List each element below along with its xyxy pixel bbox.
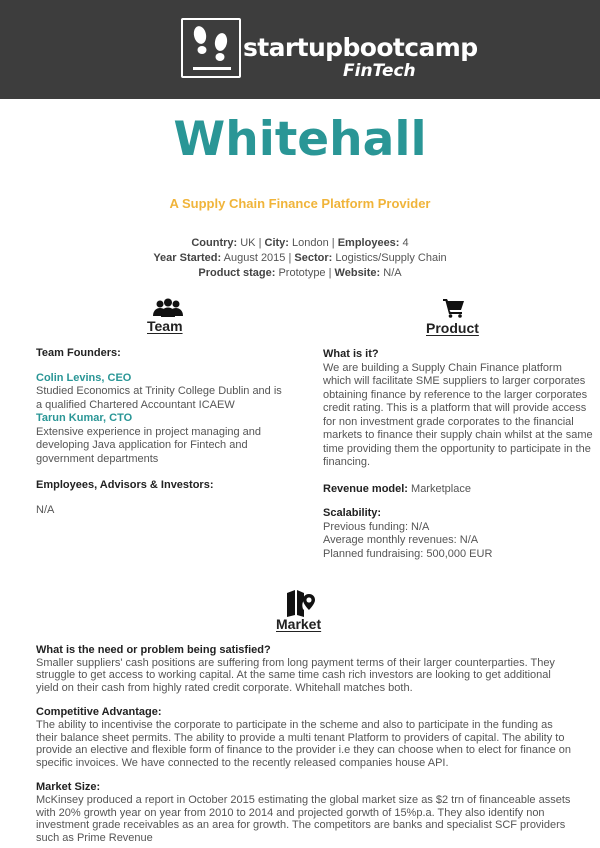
brand-name: startupbootcamp xyxy=(243,33,478,62)
sector-value: Logistics/Supply Chain xyxy=(335,252,447,264)
market-title: Market xyxy=(276,616,322,632)
meta-line-2 xyxy=(0,251,600,266)
planned-fundraising: Planned fundraising: 500,000 EUR xyxy=(323,547,493,560)
year-value: August 2015 xyxy=(223,252,286,264)
city-value: London xyxy=(292,237,329,249)
previous-funding: Previous funding: N/A xyxy=(323,520,430,533)
company-meta xyxy=(0,236,600,281)
need-text: Smaller suppliers' cash positions are suffering from long payment terms of their larger counterparties. They struggle to get access to working capital. At the same time cash rich investors are looking to get additional yield on their cash from highly rated credit corporate. Whitehall matches both. xyxy=(36,656,555,694)
what-text: We are building a Supply Chain Finance platform which will facilitate SME suppliers to larger corporates obtaining finance by reference to the larger corporates credit rating. This is a platform that will provide access for non investment grade corporates to the financial markets to finance their supply chain whilst at the same time providing them the opportunity to participate in the financing. xyxy=(323,361,593,468)
eai-value: N/A xyxy=(36,503,55,516)
revenue-value: Marketplace xyxy=(411,482,471,495)
eai-heading: Employees, Advisors & Investors: xyxy=(36,479,214,491)
meta-line-3 xyxy=(0,266,600,281)
brand-subtitle: FinTech xyxy=(343,61,416,81)
map-pin-icon xyxy=(286,588,316,618)
sector-label: Sector: xyxy=(294,252,333,264)
website-value: N/A xyxy=(383,267,402,279)
separator: | xyxy=(258,237,262,249)
founders-heading: Team Founders: xyxy=(36,347,121,359)
stage-value: Prototype xyxy=(278,267,326,279)
scalability-heading: Scalability: xyxy=(323,507,382,519)
city-label: City: xyxy=(264,237,289,249)
employees-value: 4 xyxy=(402,237,409,249)
employees-label: Employees: xyxy=(337,237,400,249)
stage-label: Product stage: xyxy=(198,267,276,279)
product-column xyxy=(323,348,593,561)
market-section xyxy=(36,644,576,844)
separator: | xyxy=(288,252,292,264)
country-value: UK xyxy=(240,237,256,249)
what-heading: What is it? xyxy=(323,348,379,360)
need-heading: What is the need or problem being satisfied? xyxy=(36,644,271,656)
monthly-revenues: Average monthly revenues: N/A xyxy=(323,534,479,546)
company-tagline: A Supply Chain Finance Platform Provider xyxy=(169,196,431,211)
country-label: Country: xyxy=(191,237,238,249)
footprints-icon xyxy=(187,23,237,75)
website-label: Website: xyxy=(334,267,381,279)
separator: | xyxy=(328,267,332,279)
revenue-label: Revenue model: xyxy=(323,482,408,495)
founder-name: Colin Levins, CEO xyxy=(36,371,132,384)
founder-name: Tarun Kumar, CTO xyxy=(36,412,133,424)
size-heading: Market Size: xyxy=(36,781,101,794)
year-label: Year Started: xyxy=(153,252,222,264)
company-name: Whitehall xyxy=(173,112,427,167)
size-text: McKinsey produced a report in October 2015 estimating the global market size as $2 trn of financeable assets with 20% growth year on year from 2010 to 2014 and projected gorwth of 15%p.a. They also identify non investment grade receivables as an area for growth. The competitors are banks and specialist SCF providers such as Prime Revenue xyxy=(36,793,571,844)
meta-line-1 xyxy=(0,236,600,251)
founder-bio: Extensive experience in project managing and developing Java application for Fintech and government departments xyxy=(36,425,262,465)
advantage-text: The ability to incentivise the corporate to participate in the scheme and also to participate in the funding as their balance sheet permits. The ability to provide a multi tenant Platform to providers of capital. The ability to provide an elective and flexible form of finance to the provider i.e they can choose when to elect for finance on specific invoices. We have connected to the recently released companies house API. xyxy=(36,718,572,769)
founder-bio: Studied Economics at Trinity College Dublin and is a qualified Chartered Accountant ICAEW xyxy=(36,385,282,411)
revenue-model xyxy=(323,483,593,497)
page-header xyxy=(0,0,600,99)
people-group-icon xyxy=(152,298,184,318)
advantage-heading: Competitive Advantage: xyxy=(36,706,162,719)
logo xyxy=(181,18,241,78)
product-title: Product xyxy=(426,320,479,336)
team-title: Team xyxy=(147,318,183,334)
shopping-cart-icon xyxy=(443,298,465,318)
separator: | xyxy=(331,237,335,249)
team-column xyxy=(36,347,288,517)
